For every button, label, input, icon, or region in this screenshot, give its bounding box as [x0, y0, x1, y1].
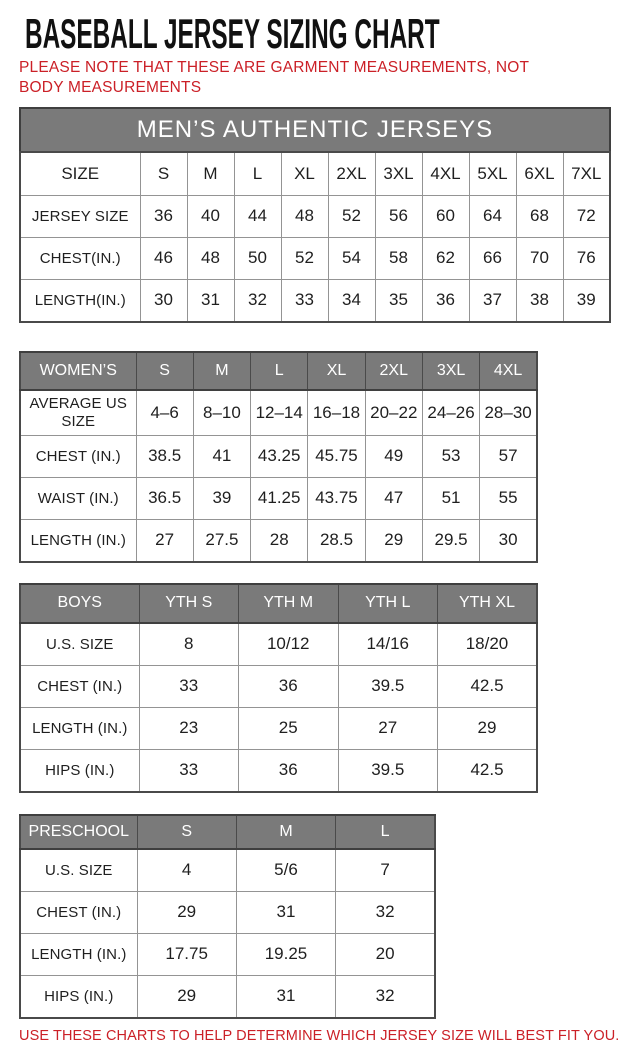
- table-header-cell: XL: [281, 152, 328, 196]
- size-value-cell: 29: [137, 975, 236, 1018]
- table-row: [20, 519, 537, 562]
- table-header-cell: 2XL: [328, 152, 375, 196]
- table-header-cell: WOMEN’S: [20, 352, 136, 390]
- row-label-cell: U.S. SIZE: [20, 849, 137, 892]
- table-header-cell: XL: [308, 352, 365, 390]
- size-value-cell: 39: [193, 477, 250, 519]
- size-value-cell: 44: [234, 195, 281, 237]
- size-value-cell: 39: [563, 279, 610, 322]
- size-value-cell: 47: [365, 477, 422, 519]
- size-value-cell: 32: [336, 891, 435, 933]
- size-value-cell: 23: [139, 707, 239, 749]
- size-value-cell: 20–22: [365, 390, 422, 436]
- size-value-cell: 18/20: [438, 623, 538, 666]
- size-value-cell: 42.5: [438, 665, 538, 707]
- table-header-cell: 4XL: [480, 352, 537, 390]
- size-value-cell: 29: [438, 707, 538, 749]
- table-header-cell: M: [193, 352, 250, 390]
- table-header-cell: YTH S: [139, 584, 239, 623]
- table-row: [20, 237, 610, 279]
- size-value-cell: 38: [516, 279, 563, 322]
- size-value-cell: 31: [236, 975, 335, 1018]
- table-header-cell: S: [136, 352, 193, 390]
- table-row: [20, 975, 435, 1018]
- table-header-cell: L: [251, 352, 308, 390]
- size-value-cell: 36.5: [136, 477, 193, 519]
- size-value-cell: 32: [336, 975, 435, 1018]
- size-value-cell: 42.5: [438, 749, 538, 792]
- size-value-cell: 56: [375, 195, 422, 237]
- size-value-cell: 28.5: [308, 519, 365, 562]
- size-value-cell: 66: [469, 237, 516, 279]
- size-value-cell: 46: [140, 237, 187, 279]
- size-value-cell: 36: [422, 279, 469, 322]
- size-value-cell: 33: [281, 279, 328, 322]
- table-header-cell: L: [234, 152, 281, 196]
- table-row: [20, 891, 435, 933]
- size-value-cell: 24–26: [422, 390, 479, 436]
- size-value-cell: 38.5: [136, 435, 193, 477]
- boys-size-table: [19, 583, 538, 793]
- size-value-cell: 43.75: [308, 477, 365, 519]
- size-value-cell: 16–18: [308, 390, 365, 436]
- size-value-cell: 36: [140, 195, 187, 237]
- size-value-cell: 35: [375, 279, 422, 322]
- size-value-cell: 7: [336, 849, 435, 892]
- size-value-cell: 19.25: [236, 933, 335, 975]
- table-row: [20, 749, 537, 792]
- size-value-cell: 41: [193, 435, 250, 477]
- table-header-cell: L: [336, 815, 435, 849]
- table-header-cell: SIZE: [20, 152, 140, 196]
- size-value-cell: 57: [480, 435, 537, 477]
- table-header-cell: 2XL: [365, 352, 422, 390]
- size-value-cell: 39.5: [338, 665, 438, 707]
- size-value-cell: 32: [234, 279, 281, 322]
- size-value-cell: 51: [422, 477, 479, 519]
- garment-measurement-note: PLEASE NOTE THAT THESE ARE GARMENT MEASUREMENTS, NOT BODY MEASUREMENTS: [19, 59, 529, 96]
- table-header-cell: 6XL: [516, 152, 563, 196]
- row-label-cell: U.S. SIZE: [20, 623, 139, 666]
- table-row: [20, 707, 537, 749]
- table-header-cell: S: [137, 815, 236, 849]
- table-row: [20, 195, 610, 237]
- size-value-cell: 30: [140, 279, 187, 322]
- size-value-cell: 52: [281, 237, 328, 279]
- size-value-cell: 29: [137, 891, 236, 933]
- size-value-cell: 52: [328, 195, 375, 237]
- size-value-cell: 36: [239, 665, 339, 707]
- size-value-cell: 4–6: [136, 390, 193, 436]
- size-value-cell: 4: [137, 849, 236, 892]
- size-value-cell: 62: [422, 237, 469, 279]
- table-row: [20, 435, 537, 477]
- table-header-cell: 7XL: [563, 152, 610, 196]
- row-label-cell: LENGTH(IN.): [20, 279, 140, 322]
- table-header-cell: S: [140, 152, 187, 196]
- mens-header-row: [20, 152, 610, 196]
- size-value-cell: 20: [336, 933, 435, 975]
- table-header-cell: YTH M: [239, 584, 339, 623]
- table-header-cell: YTH XL: [438, 584, 538, 623]
- size-value-cell: 27: [338, 707, 438, 749]
- size-value-cell: 72: [563, 195, 610, 237]
- size-value-cell: 39.5: [338, 749, 438, 792]
- size-value-cell: 12–14: [251, 390, 308, 436]
- table-header-cell: M: [236, 815, 335, 849]
- size-value-cell: 5/6: [236, 849, 335, 892]
- size-value-cell: 27.5: [193, 519, 250, 562]
- table-header-cell: YTH L: [338, 584, 438, 623]
- table-header-cell: 4XL: [422, 152, 469, 196]
- table-header-cell: 5XL: [469, 152, 516, 196]
- size-value-cell: 70: [516, 237, 563, 279]
- size-value-cell: 54: [328, 237, 375, 279]
- mens-size-table: [19, 151, 611, 323]
- table-header-cell: PRESCHOOL: [20, 815, 137, 849]
- table-row: [20, 279, 610, 322]
- size-value-cell: 43.25: [251, 435, 308, 477]
- table-row: [20, 623, 537, 666]
- table-header-cell: M: [187, 152, 234, 196]
- mens-banner: MEN’S AUTHENTIC JERSEYS: [19, 107, 611, 151]
- table-row: [20, 849, 435, 892]
- size-value-cell: 25: [239, 707, 339, 749]
- size-value-cell: 49: [365, 435, 422, 477]
- boys-header-row: [20, 584, 537, 623]
- size-value-cell: 31: [187, 279, 234, 322]
- size-value-cell: 45.75: [308, 435, 365, 477]
- size-value-cell: 37: [469, 279, 516, 322]
- womens-size-table: [19, 351, 538, 563]
- row-label-cell: HIPS (IN.): [20, 749, 139, 792]
- size-value-cell: 36: [239, 749, 339, 792]
- table-header-cell: BOYS: [20, 584, 139, 623]
- preschool-size-table: [19, 814, 436, 1019]
- size-value-cell: 41.25: [251, 477, 308, 519]
- size-value-cell: 58: [375, 237, 422, 279]
- size-value-cell: 29: [365, 519, 422, 562]
- size-value-cell: 64: [469, 195, 516, 237]
- size-value-cell: 30: [480, 519, 537, 562]
- size-value-cell: 28: [251, 519, 308, 562]
- size-value-cell: 33: [139, 749, 239, 792]
- footer-note: USE THESE CHARTS TO HELP DETERMINE WHICH JERSEY SIZE WILL BEST FIT YOU.: [19, 1027, 620, 1044]
- row-label-cell: LENGTH (IN.): [20, 519, 136, 562]
- row-label-cell: LENGTH (IN.): [20, 933, 137, 975]
- size-value-cell: 31: [236, 891, 335, 933]
- table-header-cell: 3XL: [422, 352, 479, 390]
- size-value-cell: 34: [328, 279, 375, 322]
- size-value-cell: 53: [422, 435, 479, 477]
- size-value-cell: 60: [422, 195, 469, 237]
- preschool-header-row: [20, 815, 435, 849]
- row-label-cell: CHEST (IN.): [20, 435, 136, 477]
- row-label-cell: JERSEY SIZE: [20, 195, 140, 237]
- size-value-cell: 8–10: [193, 390, 250, 436]
- table-row: [20, 477, 537, 519]
- size-value-cell: 50: [234, 237, 281, 279]
- size-value-cell: 48: [187, 237, 234, 279]
- size-value-cell: 55: [480, 477, 537, 519]
- row-label-cell: AVERAGE US SIZE: [20, 390, 136, 436]
- size-value-cell: 33: [139, 665, 239, 707]
- page-title: [25, 10, 633, 57]
- size-value-cell: 14/16: [338, 623, 438, 666]
- size-value-cell: 8: [139, 623, 239, 666]
- row-label-cell: LENGTH (IN.): [20, 707, 139, 749]
- table-row: [20, 665, 537, 707]
- table-header-cell: 3XL: [375, 152, 422, 196]
- size-value-cell: 29.5: [422, 519, 479, 562]
- row-label-cell: HIPS (IN.): [20, 975, 137, 1018]
- row-label-cell: CHEST (IN.): [20, 891, 137, 933]
- size-value-cell: 40: [187, 195, 234, 237]
- size-value-cell: 76: [563, 237, 610, 279]
- size-value-cell: 28–30: [480, 390, 537, 436]
- row-label-cell: CHEST(IN.): [20, 237, 140, 279]
- table-row: [20, 390, 537, 436]
- size-value-cell: 27: [136, 519, 193, 562]
- size-value-cell: 48: [281, 195, 328, 237]
- table-row: [20, 933, 435, 975]
- page-title-text: BASEBALL JERSEY SIZING CHART: [25, 10, 440, 57]
- size-value-cell: 17.75: [137, 933, 236, 975]
- womens-header-row: [20, 352, 537, 390]
- size-value-cell: 10/12: [239, 623, 339, 666]
- row-label-cell: CHEST (IN.): [20, 665, 139, 707]
- size-value-cell: 68: [516, 195, 563, 237]
- row-label-cell: WAIST (IN.): [20, 477, 136, 519]
